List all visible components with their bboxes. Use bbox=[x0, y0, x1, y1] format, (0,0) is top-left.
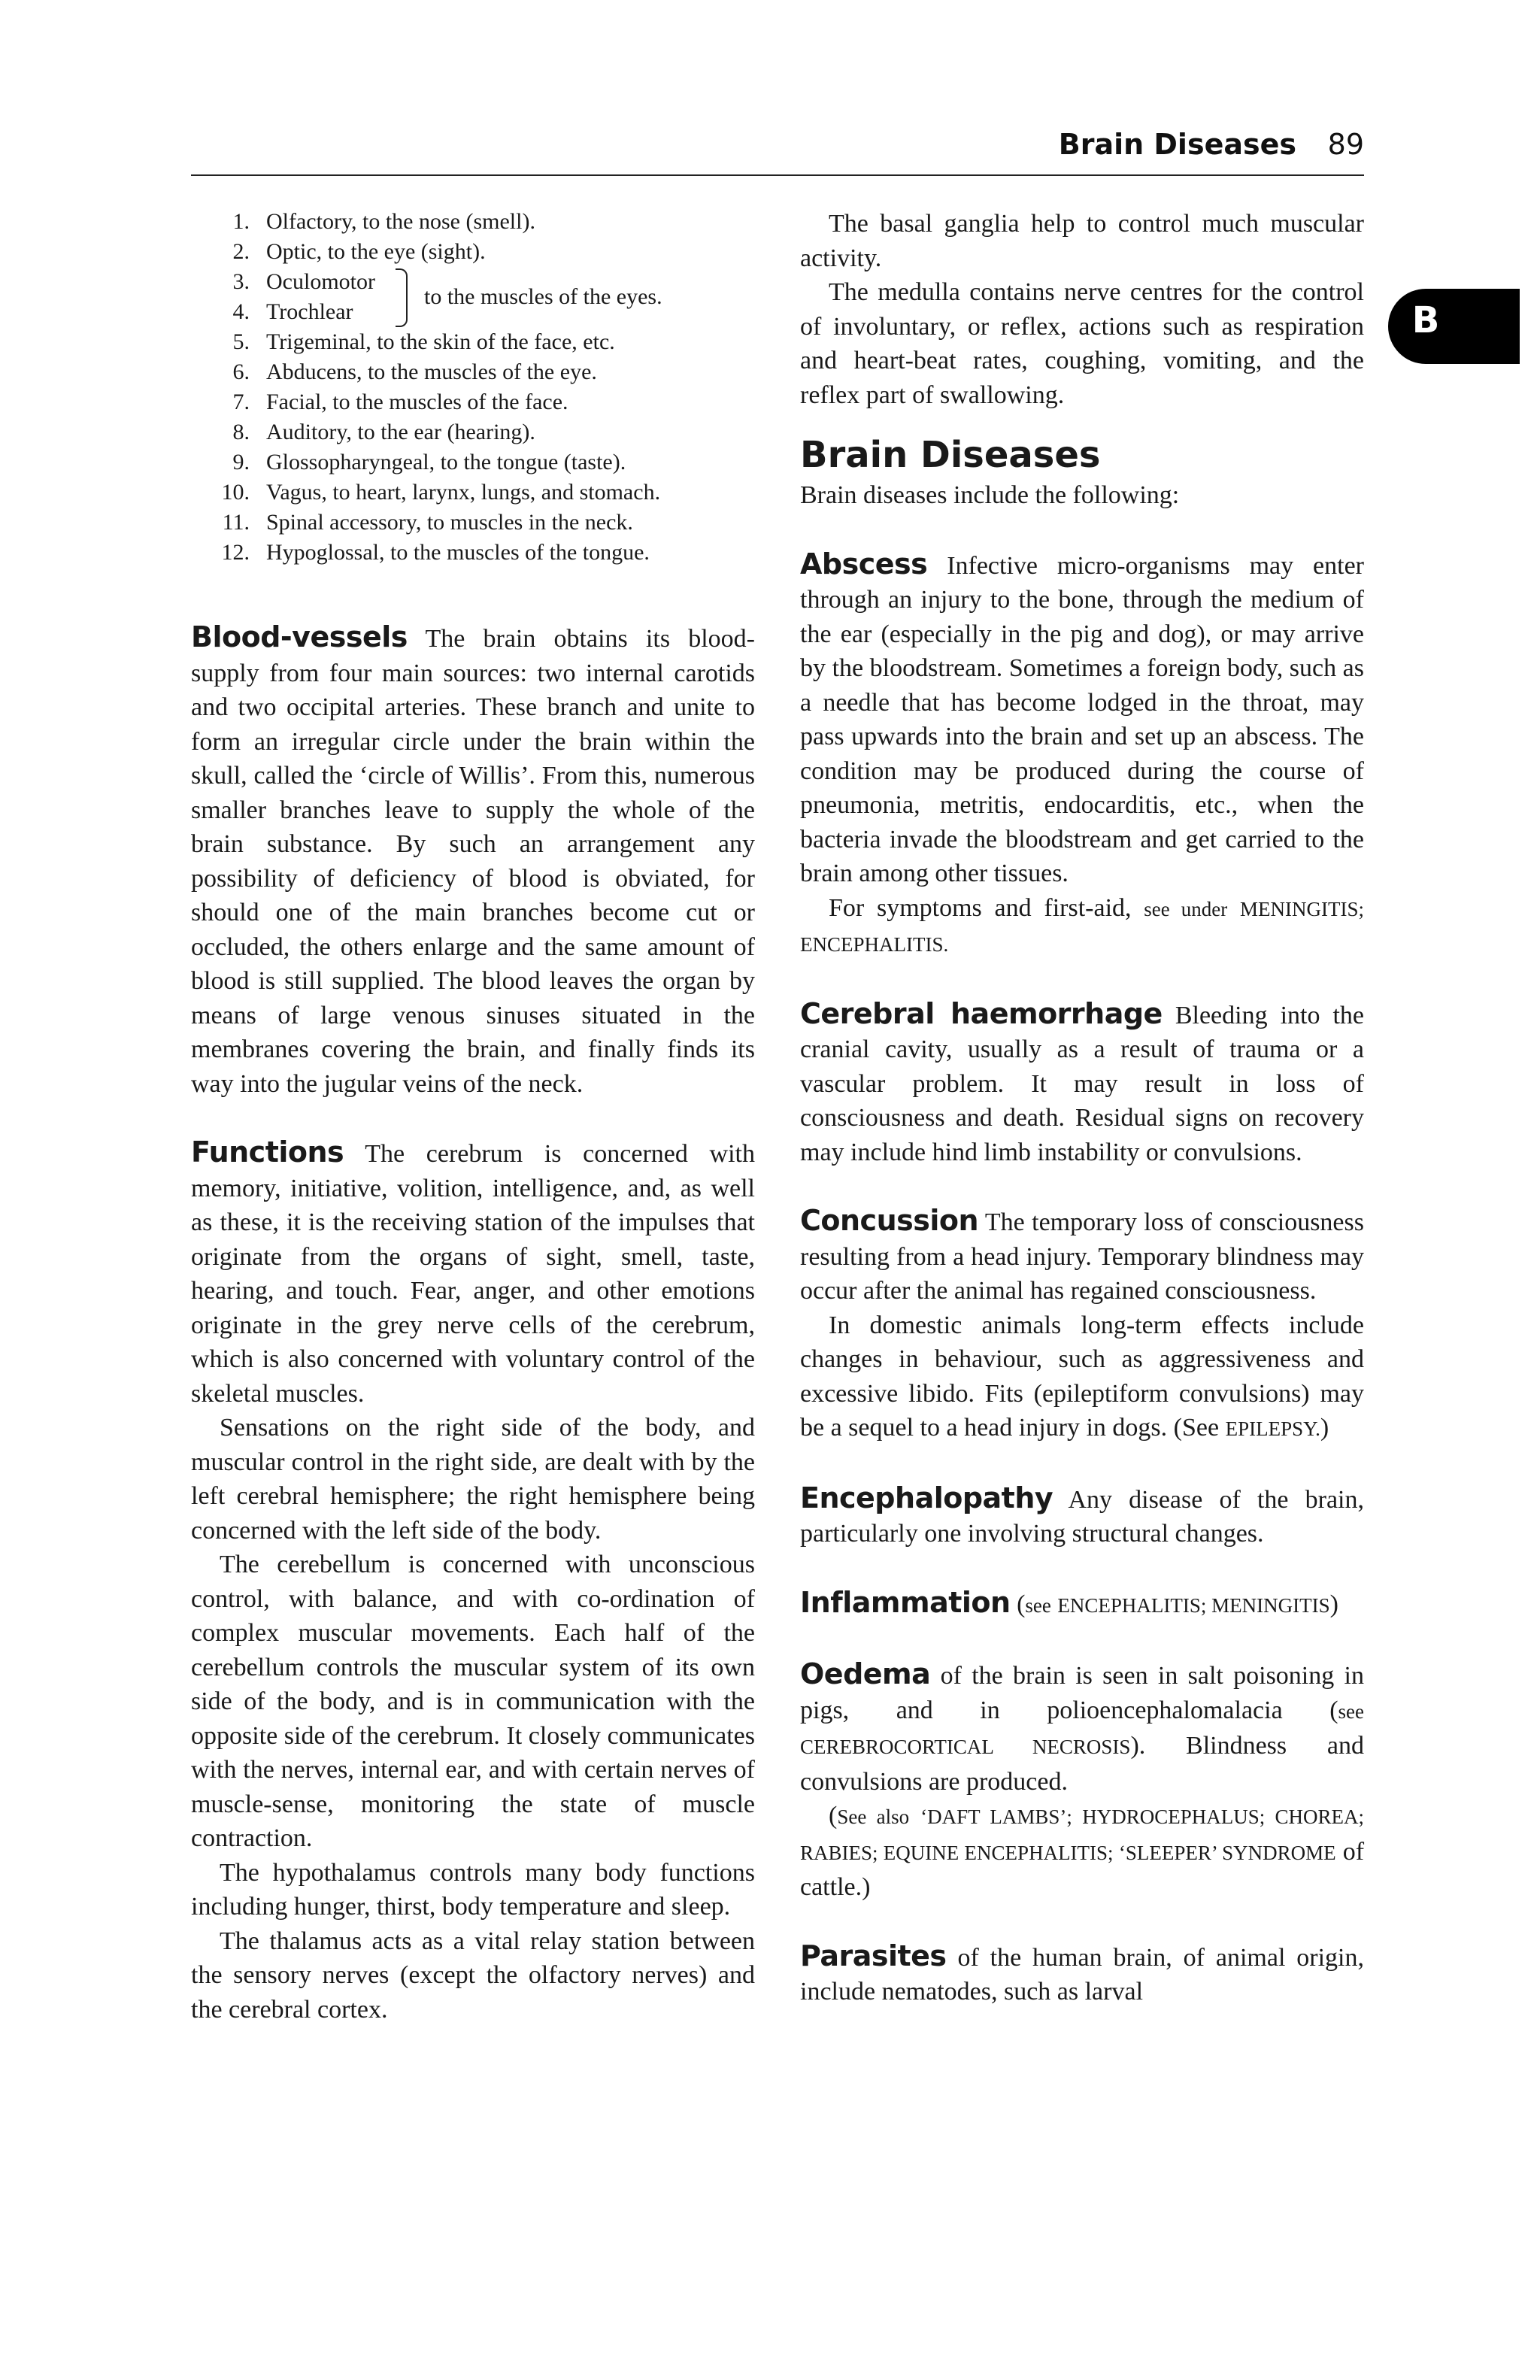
functions-paragraph: Functions The cerebrum is concerned with memory, initiative, volition, intelligence, and, as well as these, it is the receiving station of the impulses that originate from the organs of sight, smell, taste, hearing, and touch. Fear, anger, and other emotions originate in the grey nerve cells of the cerebrum, which is also concerned with voluntary control of the skeletal muscles. bbox=[191, 1135, 755, 1408]
running-header bbox=[191, 122, 1364, 176]
list-item: 12. Hypoglossal, to the muscles of the tongue. bbox=[221, 540, 650, 565]
entry-heading: Functions bbox=[191, 1135, 344, 1169]
parasites-paragraph: Parasites of the human brain, of animal origin, include nematodes, such as larval bbox=[800, 1939, 1364, 2006]
entry-heading: Cerebral haemorrhage bbox=[800, 996, 1163, 1030]
oedema-see-also-paragraph: (See also ‘DAFT LAMBS’; HYDROCEPHALUS; CHOREA; RABIES; EQUINE ENCEPHALITIS; ‘SLEEPER’ SYNDROME of cattle.) bbox=[800, 1802, 1365, 1901]
thumb-tab-letter: B bbox=[1411, 299, 1440, 341]
list-item: 9. Glossopharyngeal, to the tongue (taste). bbox=[232, 450, 626, 474]
list-item: 3. Oculomotor bbox=[232, 269, 375, 294]
cross-reference: ‘DAFT LAMBS’; HYDROCEPHALUS; CHOREA; RABIES; EQUINE ENCEPHALITIS; ‘SLEEPER’ SYNDROME bbox=[800, 1805, 1365, 1864]
running-title: Brain Diseases bbox=[1058, 128, 1296, 161]
hypothalamus-paragraph: The hypothalamus controls many body functions including hunger, thirst, body temperature and sleep. bbox=[191, 1858, 755, 1921]
entry-heading: Abscess bbox=[800, 547, 928, 581]
blood-vessels-paragraph: Blood-vessels The brain obtains its blood-supply from four main sources: two internal carotids and two occipital arteries. These branch and unite to form an irregular circle under the brain within the skull, called the ‘circle of Willis’. From this, numerous smaller branches leave to supply the whole of the brain substance. By such an arrangement any possibility of deficiency of blood is obviated, for should one of the main branches become cut or occluded, the others enlarge and the same amount of blood is still supplied. The blood leaves the organ by means of large venous sinuses situated in the membranes covering the brain, and finally finds its way into the jugular veins of the neck. bbox=[191, 620, 756, 1098]
list-item: 6. Abducens, to the muscles of the eye. bbox=[232, 359, 597, 384]
cross-reference: MENINGITIS; ENCEPHALITIS. bbox=[800, 897, 1365, 956]
brace-text: to the muscles of the eyes. bbox=[424, 284, 662, 309]
list-item: 5. Trigeminal, to the skin of the face, etc. bbox=[232, 329, 615, 354]
abscess-see-paragraph: For symptoms and first-aid, see under MENINGITIS; ENCEPHALITIS. bbox=[800, 893, 1365, 956]
brace-bracket bbox=[396, 268, 408, 327]
cranial-nerves-list bbox=[191, 207, 755, 568]
oedema-paragraph: Oedema of the brain is seen in salt poisoning in pigs, and in polioencephalomalacia (see CEREBROCORTICAL NECROSIS). Blindness and convulsions are produced. bbox=[800, 1657, 1364, 1796]
cross-reference: CEREBROCORTICAL NECROSIS bbox=[800, 1736, 1131, 1758]
abscess-paragraph: Abscess Infective micro-organisms may enter through an injury to the bone, through the medium of the ear (especially in the pig and dog), or may arrive by the bloodstream. Sometimes a foreign body, such as a needle that has become lodged in the throat, may pass upwards into the brain and set up an abscess. The condition may be produced during the course of pneumonia, metritis, endocarditis, etc., when the bacteria invade the bloodstream and get carried to the brain among other tissues. bbox=[800, 547, 1364, 887]
inflammation-paragraph: Inflammation (see ENCEPHALITIS; MENINGITIS) bbox=[800, 1585, 1338, 1619]
list-item: 1. Olfactory, to the nose (smell). bbox=[232, 209, 535, 234]
basal-ganglia-paragraph: The basal ganglia help to control much muscular activity. bbox=[800, 210, 1364, 272]
medulla-paragraph: The medulla contains nerve centres for the control of involuntary, or reflex, actions such as respiration and heart-beat rates, coughing, vomiting, and the reflex part of swallowing. bbox=[800, 278, 1364, 409]
entry-heading: Parasites bbox=[800, 1939, 947, 1972]
left-column bbox=[191, 207, 755, 2027]
encephalopathy-paragraph: Encephalopathy Any disease of the brain, particularly one involving structural changes. bbox=[800, 1481, 1364, 1548]
cross-reference: ENCEPHALITIS; MENINGITIS bbox=[1057, 1593, 1330, 1617]
eye-nerves-group bbox=[191, 267, 755, 327]
list-item: 2. Optic, to the eye (sight). bbox=[232, 239, 486, 264]
concussion-effects-paragraph: In domestic animals long-term effects include changes in behaviour, such as aggressiveness and excessive libido. Fits (epileptiform convulsions) may be a sequel to a head injury in dogs. (See EPILEPSY.) bbox=[800, 1311, 1364, 1442]
list-item: 4. Trochlear bbox=[232, 299, 353, 324]
concussion-paragraph: Concussion The temporary loss of consciousness resulting from a head injury. Temporary blindness may occur after the animal has regained consciousness. bbox=[800, 1204, 1364, 1305]
entry-heading: Concussion bbox=[800, 1204, 979, 1237]
section-title: Brain Diseases bbox=[800, 434, 1101, 476]
cross-reference: EPILEPSY. bbox=[1225, 1417, 1320, 1440]
list-item: 7. Facial, to the muscles of the face. bbox=[232, 390, 568, 414]
right-column bbox=[800, 207, 1364, 2009]
list-item: 11. Spinal accessory, to muscles in the neck. bbox=[222, 510, 633, 535]
page-number: 89 bbox=[1327, 128, 1364, 161]
cerebral-haemorrhage-paragraph: Cerebral haemorrhage Bleeding into the cranial cavity, usually as a result of trauma or a vascular problem. It may result in loss of consciousness and death. Residual signs on recovery may include hind limb instability or convulsions. bbox=[800, 996, 1364, 1166]
cerebellum-paragraph: The cerebellum is concerned with unconscious control, with balance, and with co-ordination of complex muscular movements. Each half of the cerebellum controls the muscular system of its own side of the body, and is in communication with the opposite side of the cerebrum. It closely communicates with the nerves, internal ear, and with certain nerves of muscle-sense, monitoring the state of muscle contraction. bbox=[191, 1551, 755, 1852]
thumb-index-tab bbox=[1388, 289, 1520, 364]
section-intro: Brain diseases include the following: bbox=[800, 481, 1180, 509]
thalamus-paragraph: The thalamus acts as a vital relay station between the sensory nerves (except the olfactory nerves) and the cerebral cortex. bbox=[191, 1927, 755, 2024]
list-item: 8. Auditory, to the ear (hearing). bbox=[232, 420, 535, 444]
sensations-paragraph: Sensations on the right side of the body, and muscular control in the right side, are dealt with by the left cerebral hemisphere; the right hemisphere being concerned with the left side of the body. bbox=[191, 1414, 755, 1545]
list-item: 10. Vagus, to heart, larynx, lungs, and stomach. bbox=[221, 480, 661, 505]
entry-heading: Oedema bbox=[800, 1657, 931, 1690]
entry-heading: Encephalopathy bbox=[800, 1481, 1053, 1514]
entry-heading: Blood-vessels bbox=[191, 620, 408, 653]
entry-heading: Inflammation bbox=[800, 1585, 1011, 1619]
